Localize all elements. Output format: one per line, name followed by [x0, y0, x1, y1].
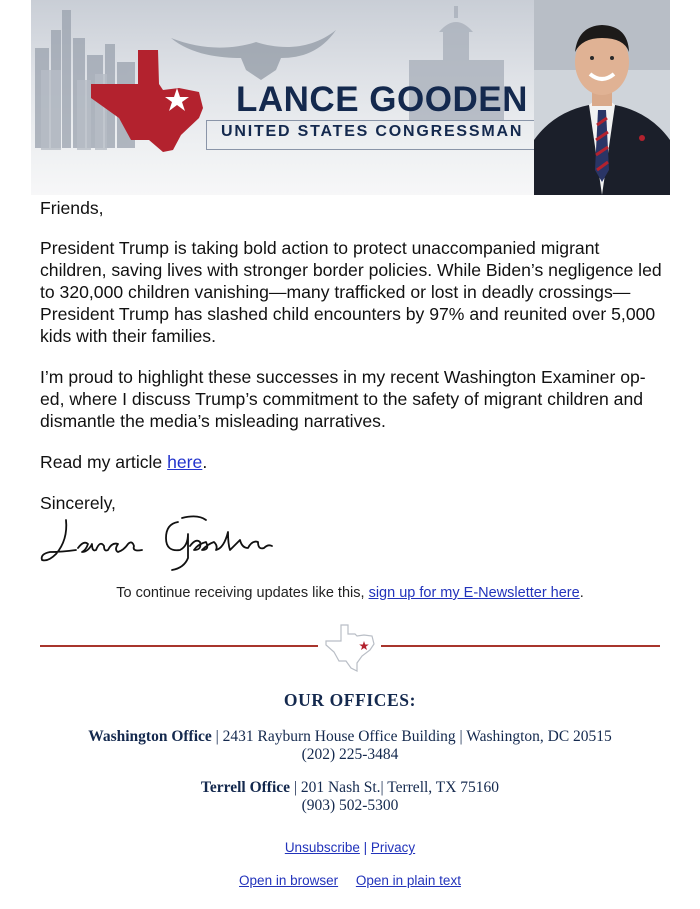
open-in-browser-link[interactable]: Open in browser	[239, 873, 339, 888]
open-in-plain-text-link[interactable]: Open in plain text	[355, 873, 461, 888]
signature-image	[38, 510, 273, 572]
read-suffix: .	[202, 452, 208, 472]
footer-links-row-1	[0, 840, 700, 855]
greeting: Friends,	[40, 198, 104, 218]
terrell-office-name: Terrell Office	[200, 779, 291, 796]
washington-office-phone: (202) 225-3484	[301, 746, 399, 763]
header-banner	[31, 0, 670, 195]
washington-office-name: Washington Office	[88, 728, 212, 745]
offices-heading: OUR OFFICES:	[283, 690, 417, 710]
congressman-photo	[534, 0, 670, 195]
newsletter-signup-link[interactable]: sign up for my E-Newsletter here	[368, 585, 580, 601]
continue-suffix: .	[579, 585, 584, 601]
newsletter-line	[0, 585, 700, 601]
washington-office	[0, 728, 700, 764]
terrell-office-phone: (903) 502-5300	[301, 797, 399, 814]
divider-line-right	[381, 645, 660, 647]
continue-prefix: To continue receiving updates like this,	[116, 585, 369, 601]
washington-office-address: | 2431 Rayburn House Office Building | Washington, DC 20515	[211, 728, 612, 745]
texas-outline-icon	[322, 622, 378, 674]
banner-name: LANCE GOODEN	[236, 80, 528, 119]
unsubscribe-link[interactable]: Unsubscribe	[284, 840, 360, 855]
terrell-office-address: | 201 Nash St.| Terrell, TX 75160	[290, 779, 500, 796]
privacy-link[interactable]: Privacy	[370, 840, 416, 855]
footer-links-row-2	[0, 873, 700, 888]
footer-separator: |	[363, 840, 368, 855]
banner-subtitle: UNITED STATES CONGRESSMAN	[221, 123, 524, 140]
divider-line-left	[40, 645, 318, 647]
read-article-line	[40, 451, 665, 473]
article-link[interactable]: here	[167, 452, 203, 472]
paragraph-2: I’m proud to highlight these successes in my recent Washington Examiner op-ed, where I discuss Trump’s commitment to the safety of migrant children and dismantle the media’s misleading narratives.	[40, 367, 646, 431]
paragraph-1: President Trump is taking bold action to protect unaccompanied migrant children, saving lives with stronger border policies. While Biden’s negligence led to 320,000 children vanishing—many trafficked or lost in deadly crossings—President Trump has slashed child encounters by 97% and reunited over 5,000 kids with their families.	[40, 238, 662, 346]
closing: Sincerely,	[40, 493, 116, 513]
terrell-office	[0, 779, 700, 815]
read-prefix: Read my article	[40, 452, 168, 472]
